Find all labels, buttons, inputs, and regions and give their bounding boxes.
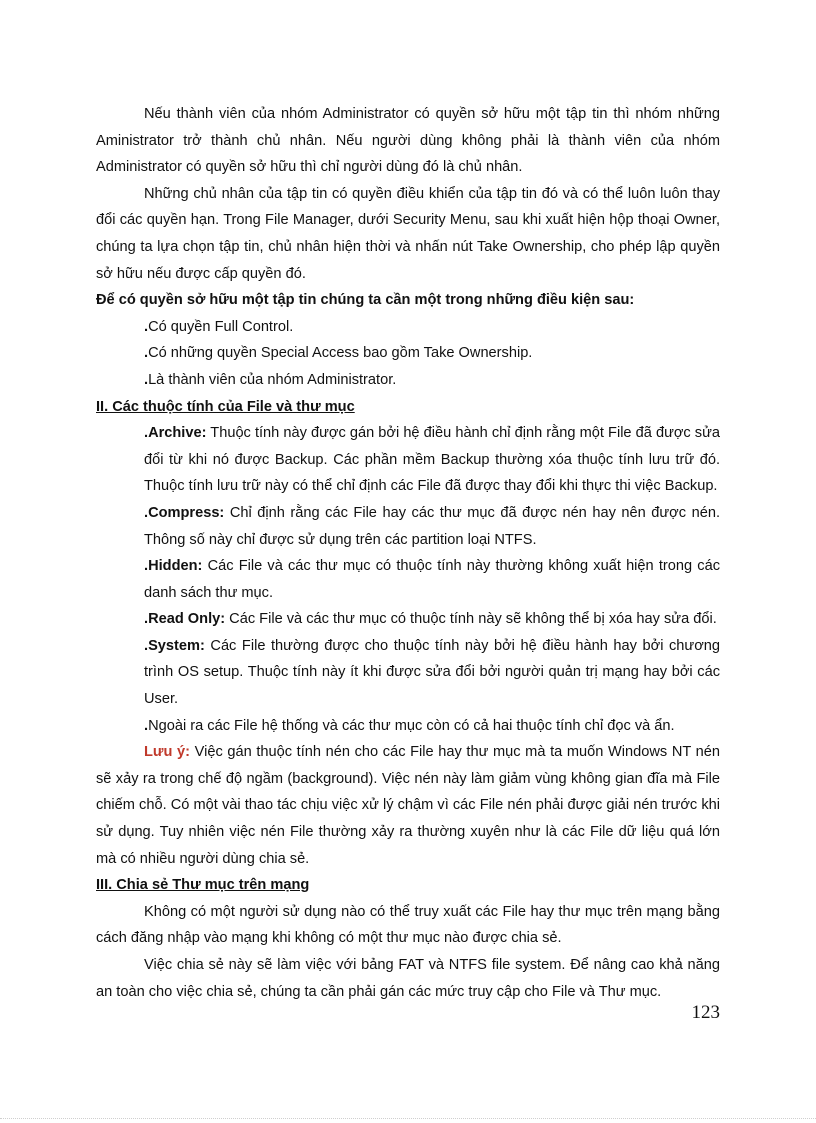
note-label: Lưu ý:	[144, 744, 190, 761]
bullet-mark: .	[144, 611, 149, 628]
attribute-description: Thuộc tính này được gán bởi hệ điều hành chỉ định rằng một File đã được sửa đổi từ khi nó được Backup. Các phần mềm Backup thường xóa thuộc tính lưu trữ đó. Thuộc tính lưu trữ này có thể chỉ định các File đã được thay đổi khi thực thi việc Backup.	[144, 425, 720, 495]
attribute-description: Ngoài ra các File hệ thống và các thư mục còn có cả hai thuộc tính chỉ đọc và ẩn.	[148, 717, 675, 734]
attribute-archive	[96, 420, 720, 500]
condition-item	[96, 314, 720, 341]
attribute-other	[96, 713, 720, 740]
attribute-hidden	[96, 553, 720, 606]
bullet-mark: .	[144, 637, 149, 654]
note-text: Việc gán thuộc tính nén cho các File hay thư mục mà ta muốn Windows NT nén sẽ xảy ra trong chế độ ngầm (background). Việc nén này làm giảm vùng không gian đĩa mà File chiếm chỗ. Có một vài thao tác chịu việc xử lý chậm vì các File nén phải được giải nén trước khi sử dụng. Tuy nhiên việc nén File thường xảy ra thường xuyên như là các File dữ liệu quá lớn mà có nhiều người dùng chia sẻ.	[96, 744, 720, 867]
bullet-mark: .	[144, 371, 149, 388]
attribute-description: Chỉ định rằng các File hay các thư mục đã được nén hay nên được nén. Thông số này chỉ được sử dụng trên các partition loại NTFS.	[144, 504, 720, 548]
bullet-mark: .	[144, 345, 149, 362]
paragraph-administrator-ownership: Nếu thành viên của nhóm Administrator có quyền sở hữu một tập tin thì nhóm những Aministrator trở thành chủ nhân. Nếu người dùng không phải là thành viên của nhóm Administrator có quyền sở hữu thì chỉ người dùng đó là chủ nhân.	[96, 106, 720, 176]
attribute-compress	[96, 500, 720, 553]
paragraph-owner-rights: Những chủ nhân của tập tin có quyền điều khiển của tập tin đó và có thể luôn luôn thay đổi các quyền hạn. Trong File Manager, dưới Security Menu, sau khi xuất hiện hộp thoại Owner, chúng ta lựa chọn tập tin, chủ nhân hiện thời và nhấn nút Take Ownership, cho phép lập quyền sở hữu nếu được cấp quyền đó.	[96, 185, 720, 282]
page-number: 123	[691, 1002, 720, 1023]
section-heading-attributes: II. Các thuộc tính của File và thư mục	[96, 398, 355, 415]
attribute-description: Các File và các thư mục có thuộc tính này sẽ không thể bị xóa hay sửa đổi.	[225, 611, 717, 628]
attribute-term: Compress:	[148, 504, 225, 521]
paragraph-sharing-access: Không có một người sử dụng nào có thể truy xuất các File hay thư mục trên mạng bằng cách đăng nhập vào mạng khi không có một thư mục nào được chia sẻ.	[96, 903, 720, 947]
page-bottom-divider	[0, 1118, 816, 1119]
attribute-term: System:	[148, 637, 205, 654]
bullet-mark: .	[144, 504, 149, 521]
condition-text: Là thành viên của nhóm Administrator.	[148, 371, 397, 388]
section-heading-sharing: III. Chia sẻ Thư mục trên mạng	[96, 877, 310, 894]
attribute-system	[96, 633, 720, 713]
condition-item	[96, 340, 720, 367]
bullet-mark: .	[144, 558, 149, 575]
page-content	[96, 101, 720, 1005]
condition-text: Có quyền Full Control.	[148, 318, 294, 335]
condition-text: Có những quyền Special Access bao gồm Take Ownership.	[148, 345, 533, 362]
note-paragraph	[96, 739, 720, 872]
bullet-mark: .	[144, 425, 149, 442]
attribute-description: Các File thường được cho thuộc tính này bởi hệ điều hành hay bởi chương trình OS setup. Thuộc tính này ít khi được sửa đổi bởi người quản trị mạng hay bởi các User.	[144, 637, 720, 708]
paragraph-sharing-filesystem: Việc chia sẻ này sẽ làm việc với bảng FAT và NTFS file system. Để nâng cao khả năng an toàn cho việc chia sẻ, chúng ta cần phải gán các mức truy cập cho File và Thư mục.	[96, 957, 720, 1000]
bullet-mark: .	[144, 717, 149, 734]
attribute-description: Các File và các thư mục có thuộc tính này thường không xuất hiện trong các danh sách thư mục.	[144, 558, 720, 601]
bullet-mark: .	[144, 318, 149, 335]
attribute-term: Read Only:	[148, 611, 226, 628]
attribute-term: Hidden:	[148, 558, 203, 575]
attribute-term: Archive:	[148, 425, 207, 442]
attribute-read-only	[96, 606, 720, 633]
conditions-heading: Để có quyền sở hữu một tập tin chúng ta cần một trong những điều kiện sau:	[96, 292, 635, 309]
condition-item	[96, 367, 720, 394]
